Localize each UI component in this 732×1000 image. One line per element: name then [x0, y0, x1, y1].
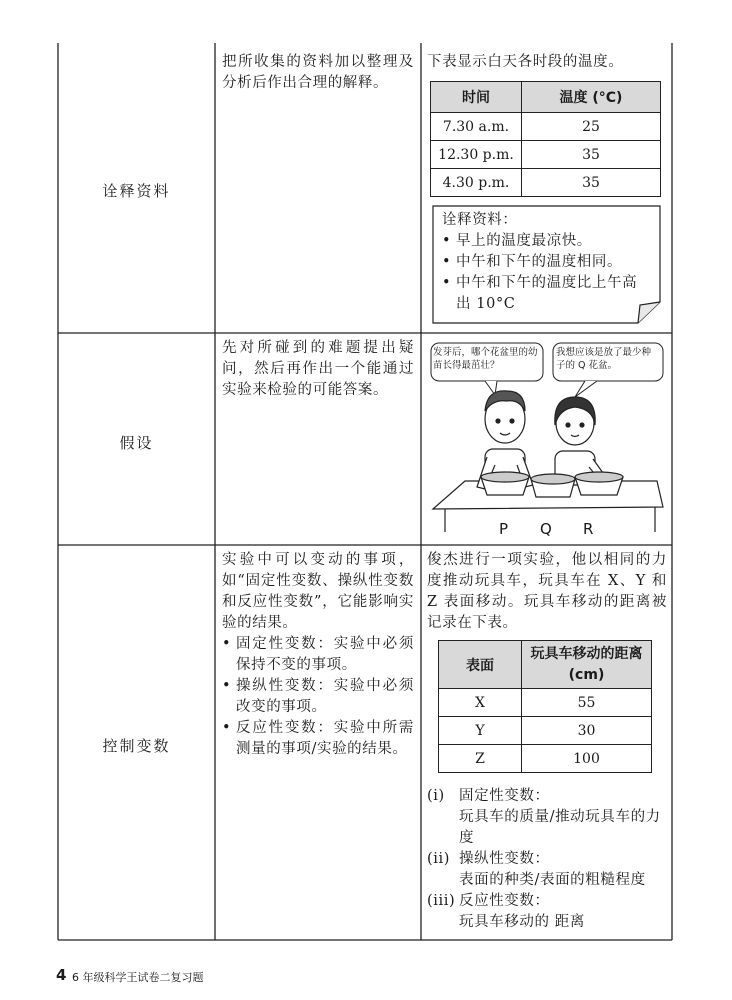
table-row: [439, 717, 652, 745]
pot-label-q: Q: [540, 520, 552, 538]
note-content: [442, 210, 652, 315]
table-cell: 25: [522, 113, 661, 141]
table-row: [431, 141, 661, 169]
distance-table: [438, 640, 652, 773]
table-cell: X: [439, 689, 522, 717]
table-cell: 35: [522, 169, 661, 197]
table-header: 温度 (°C): [522, 82, 661, 113]
table-row: [431, 169, 661, 197]
row-label-interpret-data: 诠释资料: [102, 182, 171, 200]
speech-bubble-right-text: 我想应该是放了最少种子的 Q 花盆。: [556, 347, 652, 371]
table-cell: 7.30 a.m.: [431, 113, 522, 141]
table-cell: 100: [522, 745, 652, 773]
table-header: 玩具车移动的距离 (cm): [522, 641, 652, 689]
answer-title: 反应性变数：: [459, 893, 550, 909]
row-label-control-variables: 控制变数: [102, 737, 171, 755]
note-bullet: • 中午和下午的温度相同。: [442, 252, 652, 273]
table-cell: 12.30 p.m.: [431, 141, 522, 169]
table-row: [439, 689, 652, 717]
answer-text: 玩具车移动的 距离: [459, 914, 586, 930]
note-bullet: • 早上的温度最凉快。: [442, 231, 652, 252]
table-cell: 35: [522, 141, 661, 169]
answer-title: 固定性变数：: [459, 788, 550, 804]
answer-item: [427, 849, 667, 870]
variable-bullet: • 反应性变数：实验中所需测量的事项/实验的结果。: [222, 718, 414, 760]
answer-number: (i): [427, 788, 445, 804]
row-label-hypothesis: 假设: [119, 434, 154, 452]
note-bullet: • 中午和下午的温度比上午高出 10°C: [442, 273, 652, 315]
answer-title: 操纵性变数：: [459, 851, 550, 867]
example-intro-temperature: 下表显示白天各时段的温度。: [427, 54, 624, 70]
table-cell: 55: [522, 689, 652, 717]
description-hypothesis: 先对所碰到的难题提出疑问，然后再作出一个能通过实验来检验的可能答案。: [222, 340, 414, 398]
description-interpret-data: 把所收集的资料加以整理及分析后作出合理的解释。: [222, 54, 414, 91]
pot-label-p: P: [499, 520, 509, 538]
example-intro-toy-car: 俊杰进行一项实验，他以相同的力度推动玩具车，玩具车在 X、Y 和 Z 表面移动。玩具车移动的距离被记录在下表。: [427, 552, 667, 631]
table-header: 表面: [439, 641, 522, 689]
table-row: [431, 113, 661, 141]
pot-label-r: R: [583, 520, 594, 538]
answer-item: [427, 786, 667, 807]
variable-bullet: • 操纵性变数：实验中必须改变的事项。: [222, 676, 414, 718]
variable-bullet: • 固定性变数：实验中必须保持不变的事项。: [222, 634, 414, 676]
table-cell: Z: [439, 745, 522, 773]
table-cell: 4.30 p.m.: [431, 169, 522, 197]
answer-text: 表面的种类/表面的粗糙程度: [459, 872, 646, 888]
answer-text: 玩具车的质量/推动玩具车的力度: [459, 809, 661, 846]
temperature-table: [430, 81, 661, 197]
answer-number: (ii): [427, 851, 450, 867]
answers-block: [427, 786, 667, 933]
answer-item: [427, 891, 667, 912]
variables-description-block: [222, 550, 414, 760]
book-title: 6 年级科学王试卷二复习题: [72, 971, 204, 984]
page-number: 4: [56, 966, 67, 984]
table-row: [439, 745, 652, 773]
flower-pots: [481, 472, 623, 497]
table-cell: Y: [439, 717, 522, 745]
table-cell: 30: [522, 717, 652, 745]
table-header: 时间: [431, 82, 522, 113]
answer-number: (iii): [427, 893, 456, 909]
note-title: 诠释资料：: [442, 212, 518, 228]
speech-bubble-left-text: 发芽后，哪个花盆里的幼苗长得最茁壮？: [433, 347, 538, 371]
description-control-variables: 实验中可以变动的事项，如“固定性变数、操纵性变数和反应性变数”，它能影响实验的结果。: [222, 552, 414, 631]
